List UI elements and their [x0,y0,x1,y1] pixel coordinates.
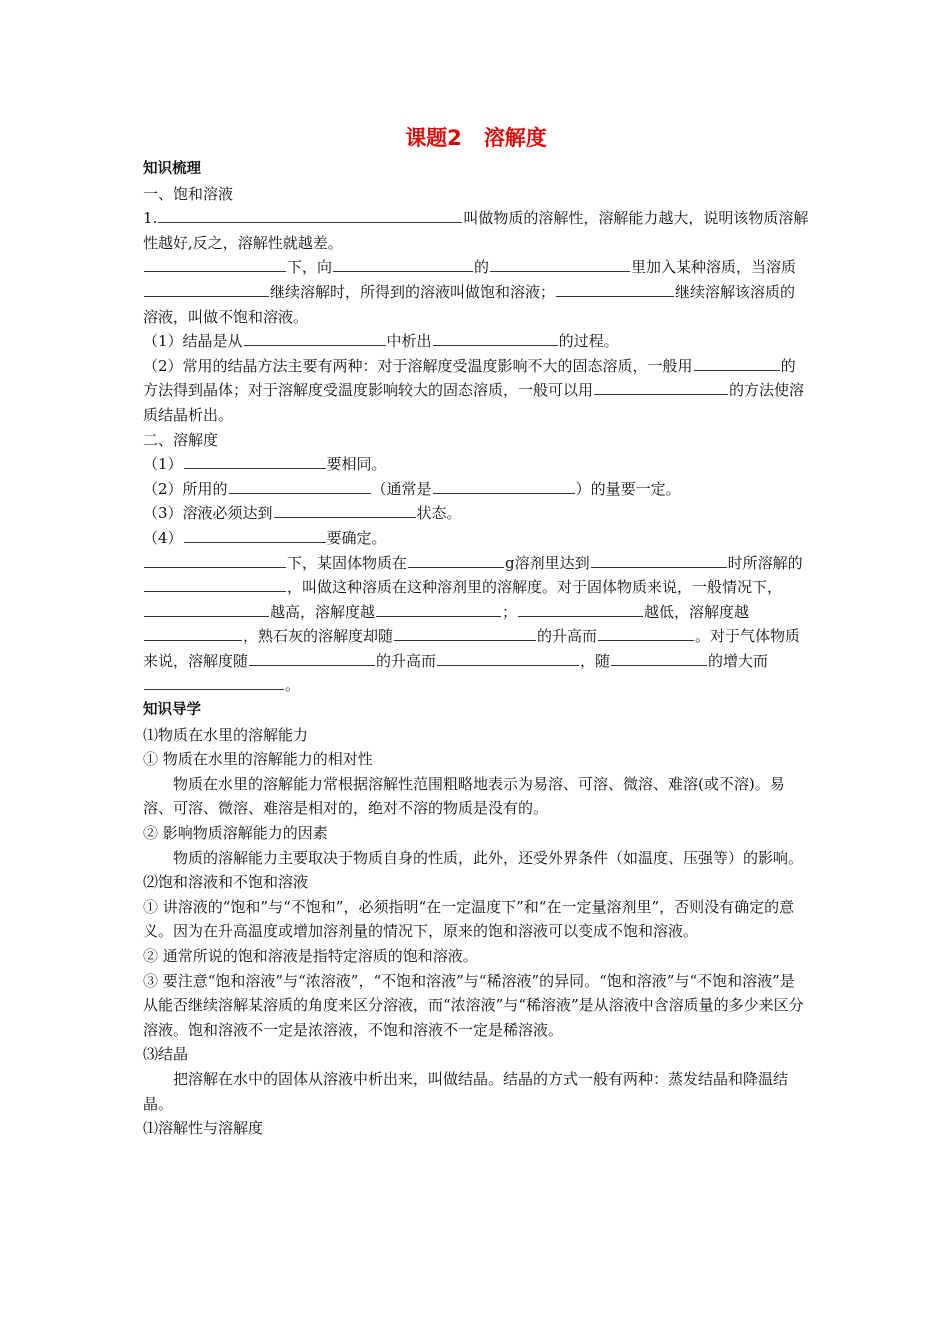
blank[interactable] [376,600,501,617]
blank[interactable] [144,255,286,272]
topic-2-3: ③ 要注意“饱和溶液”与“浓溶液”，“不饱和溶液”与“稀溶液”的异同。“饱和溶液”与“不饱和溶液”是从能否继续溶解某溶质的角度来区分溶液，而“浓溶液”与“稀溶液”是从溶液中含溶质量的多少来区分溶液。饱和溶液不一定是浓溶液，不饱和溶液不一定是稀溶液。 [143,971,804,1039]
lesson-topic: 溶解度 [483,126,547,150]
topic-1-2-heading: ② 影响物质溶解能力的因素 [143,824,328,843]
blank[interactable] [394,624,536,641]
condition-1: （1） 要相同。 [143,452,809,477]
blank[interactable] [437,649,579,666]
blank[interactable] [433,329,558,346]
topic-2-1: ① 讲溶液的“饱和”与“不饱和”，必须指明“在一定温度下”和“在一定量溶剂里”，否则没有确定的意义。因为在升高温度或增加溶剂量的情况下，原来的饱和溶液可以变成不饱和溶液。 [143,897,795,941]
topic-3-body: 把溶解在水中的固体从溶液中析出来，叫做结晶。结晶的方式一般有两种：蒸发结晶和降温结晶。 [143,1069,789,1113]
blank[interactable] [158,206,462,223]
heading-knowledge-guide: 知识导学 [143,702,201,719]
topic-1-1-body: 物质在水里的溶解能力常根据溶解性范围粗略地表示为易溶、可溶、微溶、难溶(或不溶)。易溶、可溶、微溶、难溶是相对的，绝对不溶的物质是没有的。 [143,774,785,818]
blank[interactable] [229,477,371,494]
condition-2: （2）所用的 （通常是 ）的量要一定。 [143,477,809,502]
blank[interactable] [611,649,707,666]
blank[interactable] [184,452,326,469]
topic-2-2: ② 通常所说的饱和溶液是指特定溶质的饱和溶液。 [143,947,478,965]
condition-4: （4） 要确定。 [143,526,809,551]
paragraph-solubility-definition: 下，某固体物质在 g溶剂里达到 时所溶解的，叫做这种溶质在这种溶剂里的溶解度。对于固体物质来说，一般情况下，越高，溶解度越 ； 越低，溶解度越，熟石灰的溶解度却随 的升高而 。对于气体物质来说，溶解度随 的升高而 ，随 的增大而。 [143,551,809,699]
crystallization-point-2: （2）常用的结晶方法主要有两种：对于溶解度受温度影响不大的固态溶质，一般用 的方法得到晶体；对于溶解度受温度影响较大的固态溶质，一般可以用 的方法使溶质结晶析出。 [143,354,809,428]
paragraph-saturated-def: 下，向 的 里加入某种溶质，当溶质继续溶解时，所得到的溶液叫做饱和溶液； 继续溶解该溶质的溶液，叫做不饱和溶液。 [143,255,809,329]
blank[interactable] [594,378,728,395]
topic-1-heading: ⑴物质在水里的溶解能力 [143,725,309,744]
part-two-heading: 二、溶解度 [143,430,219,449]
blank[interactable] [598,624,694,641]
blank[interactable] [274,501,416,518]
paragraph-solubility-def: 1. 叫做物质的溶解性，溶解能力越大，说明该物质溶解性越好,反之，溶解性就越差。 [143,206,809,255]
blank[interactable] [433,477,575,494]
topic-2-heading: ⑵饱和溶液和不饱和溶液 [143,873,309,892]
blank[interactable] [556,280,674,297]
blank[interactable] [408,551,504,568]
blank[interactable] [144,600,269,617]
blank[interactable] [694,354,780,371]
blank[interactable] [244,329,386,346]
blank[interactable] [144,280,269,297]
blank[interactable] [249,649,375,666]
blank[interactable] [144,575,286,592]
crystallization-point-1: （1）结晶是从 中析出 的过程。 [143,329,809,354]
blank[interactable] [490,255,630,272]
topic-1-2-body: 物质的溶解能力主要取决于物质自身的性质，此外，还受外界条件（如温度、压强等）的影响。 [173,848,804,867]
heading-knowledge-review: 知识梳理 [143,161,201,177]
condition-3: （3）溶液必须达到 状态。 [143,501,809,526]
page-title [143,123,809,153]
topic-1-1-heading: ① 物质在水里的溶解能力的相对性 [143,750,373,769]
blank[interactable] [333,255,473,272]
blank[interactable] [518,600,643,617]
lesson-number: 课题2 [405,126,462,150]
blank[interactable] [144,624,242,641]
document-body [143,120,809,1141]
blank[interactable] [591,551,727,568]
blank[interactable] [144,551,286,568]
blank[interactable] [144,673,284,690]
part-one-heading: 一、饱和溶液 [143,184,234,203]
topic-3-heading: ⑶结晶 [143,1045,189,1064]
blank[interactable] [184,526,326,543]
topic-4-heading: ⑴溶解性与溶解度 [143,1119,264,1138]
